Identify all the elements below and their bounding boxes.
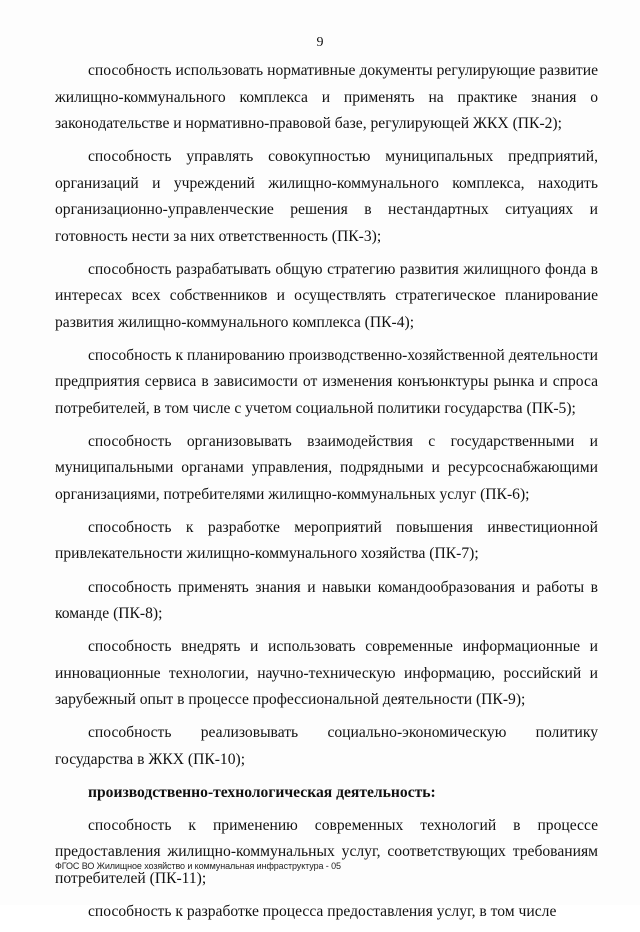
competency-pk-2: способность использовать нормативные документы регулирующие развитие жилищно-коммунального комплекса и применять на практике знания о законодательстве и нормативно-правовой базе, регулирующей ЖКХ (ПК-2); bbox=[55, 62, 598, 132]
competency-pk-9: способность внедрять и использовать современные информационные и инновационные технологии, научно-техническую информацию, российский и зарубежный опыт в процессе профессиональной деятельности (ПК-9); bbox=[55, 638, 598, 709]
competency-pk-11: способность к применению современных технологий в процессе предоставления жилищно-коммунальных услуг, соответствующих требованиям потребителей (ПК-11); bbox=[55, 816, 598, 887]
competency-pk-6: способность организовывать взаимодействия с государственными и муниципальными органами управления, подрядными и ресурсоснабжающими организациями, потребителями жилищно-коммунальных услуг (ПК-6); bbox=[55, 432, 598, 503]
section-heading: производственно-технологическая деятельность: bbox=[88, 783, 436, 801]
competency-pk-10: способность реализовывать социально-экономическую политику государства в ЖКХ (ПК-10); bbox=[55, 724, 598, 768]
page-number: 9 bbox=[316, 35, 324, 50]
competency-pk-3: способность управлять совокупностью муниципальных предприятий, организаций и учреждений жилищно-коммунального комплекса, находить организационно-управленческие решения в нестандартных ситуациях и готовность нести за них ответственность (ПК-3); bbox=[55, 148, 598, 245]
competency-pk-4: способность разрабатывать общую стратегию развития жилищного фонда в интересах всех собственников и осуществлять стратегическое планирование развития жилищно-коммунального комплекса (ПК-4); bbox=[55, 260, 598, 331]
competency-pk-5: способность к планированию производственно-хозяйственной деятельности предприятия сервиса в зависимости от изменения конъюнктуры рынка и спроса потребителей, в том числе с учетом социальной политики государства (ПК-5); bbox=[55, 346, 598, 417]
page-footer: ФГОС ВО Жилищное хозяйство и коммунальная инфраструктура - 05 bbox=[55, 861, 341, 871]
competency-continued: способность к разработке процесса предоставления услуг, в том числе bbox=[88, 903, 557, 921]
competency-pk-8: способность применять знания и навыки командообразования и работы в команде (ПК-8); bbox=[55, 578, 598, 623]
document-body bbox=[55, 58, 598, 932]
competency-pk-7: способность к разработке мероприятий повышения инвестиционной привлекательности жилищно-коммунального хозяйства (ПК-7); bbox=[55, 518, 598, 563]
